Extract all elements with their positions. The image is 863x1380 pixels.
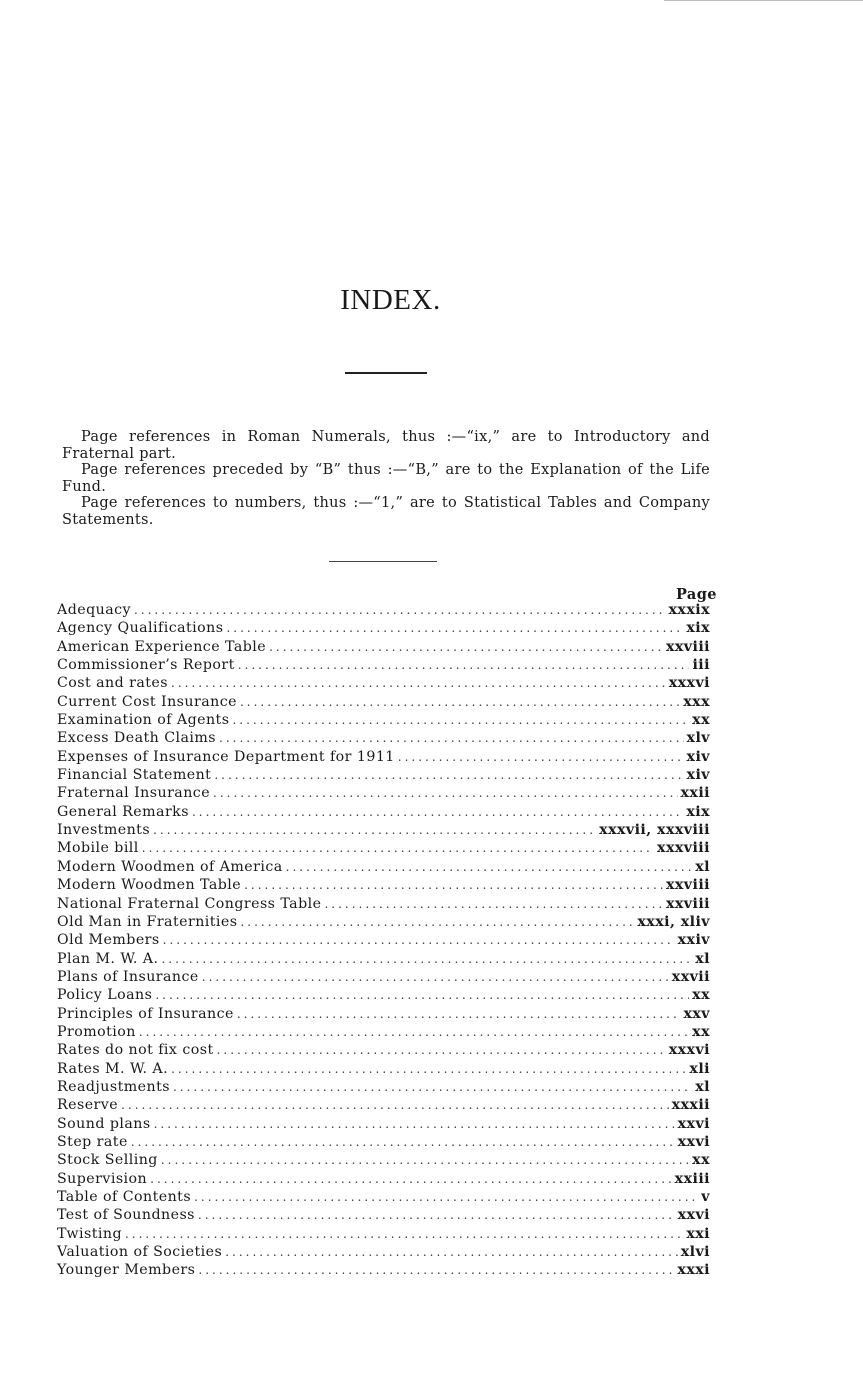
index-entry <box>57 785 712 803</box>
index-entry-term: Current Cost Insurance <box>57 693 237 710</box>
dot-leader <box>153 823 596 837</box>
index-entry <box>57 675 712 693</box>
index-entry-term: Expenses of Insurance Department for 1911 <box>57 748 395 765</box>
index-entry-page: xix <box>686 620 710 637</box>
dot-leader <box>121 1098 668 1112</box>
index-entry-term: Reserve <box>57 1097 119 1114</box>
index-entry-term: Plan M. W. A. <box>57 950 159 967</box>
index-entry <box>57 1006 712 1024</box>
index-entry-page: xlv <box>686 730 710 747</box>
dot-leader <box>173 1080 692 1094</box>
dot-leader <box>244 878 663 892</box>
dot-leader <box>198 1263 674 1277</box>
index-entry-term: Mobile bill <box>57 840 139 857</box>
dot-leader <box>219 731 684 745</box>
index-entry <box>57 951 712 969</box>
index-entry <box>57 620 712 638</box>
index-entry <box>57 840 712 858</box>
page-column-heading: Page <box>676 586 717 603</box>
index-entry-page: xiv <box>686 748 710 765</box>
index-entry-term: Cost and rates <box>57 675 168 692</box>
index-entry <box>57 987 712 1005</box>
dot-leader <box>134 603 666 617</box>
index-entry-term: Modern Woodmen Table <box>57 877 242 894</box>
index-entry-page: xxxii <box>671 1097 710 1114</box>
dot-leader <box>214 768 683 782</box>
index-entry-page: xx <box>692 712 710 729</box>
index-entry-term: Old Man in Fraternities <box>57 913 238 930</box>
dot-leader <box>161 952 692 966</box>
index-entry-page: xx <box>692 987 710 1004</box>
index-entry-term: Table of Contents <box>57 1189 192 1205</box>
dot-leader <box>238 658 690 672</box>
dot-leader <box>202 970 669 984</box>
dot-leader <box>217 1043 666 1057</box>
index-entries <box>57 602 712 1281</box>
index-entry <box>57 822 712 840</box>
index-entry-page: xx <box>692 1023 710 1040</box>
index-entry-page: xxxviii <box>657 840 710 857</box>
dot-leader <box>226 621 683 635</box>
index-entry-term: Younger Members <box>57 1262 196 1279</box>
dot-leader <box>171 1062 686 1076</box>
index-entry <box>57 1024 712 1042</box>
intro-note-numbers: Page references to numbers, thus :—“1,” are to Statistical Tables and Company Statements. <box>62 495 710 528</box>
index-entry <box>57 1042 712 1060</box>
index-entry-term: Valuation of Societies <box>57 1244 223 1261</box>
index-entry-page: xxxvii, xxxviii <box>599 822 710 839</box>
intro-note-b: Page references preceded by “B” thus :—“B,” are to the Explanation of the Life Fund. <box>62 462 710 495</box>
index-entry-page: xl <box>695 858 710 875</box>
index-entry <box>57 859 712 877</box>
index-entry-term: Plans of Insurance <box>57 968 199 985</box>
index-entry-page: xxiii <box>674 1170 710 1187</box>
index-entry <box>57 602 712 620</box>
index-entry <box>57 694 712 712</box>
section-divider <box>329 561 437 562</box>
index-entry <box>57 730 712 748</box>
index-entry-page: xxxi <box>677 1262 710 1279</box>
index-entry-term: Step rate <box>57 1133 128 1150</box>
index-entry-page: xxvi <box>677 1115 710 1132</box>
index-entry-page: xix <box>686 803 710 820</box>
index-entry-term: Supervision <box>57 1170 148 1187</box>
index-entry-page: xxviii <box>665 895 710 912</box>
index-entry-page: v <box>701 1189 710 1205</box>
dot-leader <box>171 676 666 690</box>
index-entry-term: Investments <box>57 822 151 839</box>
index-entry <box>57 896 712 914</box>
index-entry-page: xxvii <box>671 968 710 985</box>
title-divider <box>345 372 427 374</box>
index-entry-term: Test of Soundness <box>57 1207 195 1224</box>
index-entry-page: xxi <box>686 1225 710 1242</box>
index-entry-term: Stock Selling <box>57 1152 158 1169</box>
index-entry-page: xxxvi <box>668 675 710 692</box>
index-entry-page: xl <box>695 1078 710 1095</box>
index-entry <box>57 1152 712 1170</box>
dot-leader <box>139 1025 689 1039</box>
index-entry <box>57 749 712 767</box>
dot-leader <box>232 713 689 727</box>
index-entry <box>57 1171 712 1189</box>
index-entry-term: Commissioner’s Report <box>57 657 235 674</box>
dot-leader <box>154 1117 675 1131</box>
index-entry-page: xli <box>689 1060 710 1077</box>
index-entry <box>57 1244 712 1262</box>
dot-leader <box>324 897 663 911</box>
dot-leader <box>163 933 675 947</box>
index-entry <box>57 1116 712 1134</box>
index-entry-term: Twisting <box>57 1225 122 1242</box>
index-entry-page: xxvi <box>677 1207 710 1224</box>
dot-leader <box>192 805 683 819</box>
index-entry <box>57 914 712 932</box>
index-entry-page: xx <box>692 1152 710 1169</box>
index-entry-page: xiv <box>686 767 710 784</box>
dot-leader <box>240 695 680 709</box>
index-entry <box>57 1207 712 1225</box>
index-entry-page: xxv <box>683 1005 710 1022</box>
index-entry <box>57 969 712 987</box>
index-entry-page: xxxi, xliv <box>637 913 710 930</box>
index-entry-page: xxii <box>680 785 710 802</box>
index-entry-page: xl <box>695 950 710 967</box>
dot-leader <box>161 1153 689 1167</box>
index-entry-page: xlvi <box>680 1244 710 1261</box>
top-edge-rule <box>664 0 863 1</box>
index-entry <box>57 1097 712 1115</box>
index-entry-page: xxxix <box>668 602 710 618</box>
index-entry-page: xxviii <box>665 638 710 655</box>
dot-leader <box>198 1208 675 1222</box>
index-entry-term: Rates M. W. A. <box>57 1060 169 1077</box>
intro-notes <box>62 429 710 528</box>
index-entry-term: Sound plans <box>57 1115 151 1132</box>
intro-note-roman: Page references in Roman Numerals, thus :—“ix,” are to Introductory and Fraternal part. <box>62 429 710 462</box>
index-entry-term: Excess Death Claims <box>57 730 217 747</box>
index-entry-term: Agency Qualifications <box>57 620 224 637</box>
dot-leader <box>240 915 634 929</box>
index-entry-term: General Remarks <box>57 803 189 820</box>
index-entry <box>57 877 712 895</box>
dot-leader <box>225 1245 677 1259</box>
dot-leader <box>269 640 663 654</box>
dot-leader <box>125 1227 683 1241</box>
index-entry <box>57 1226 712 1244</box>
index-entry-term: Readjustments <box>57 1078 170 1095</box>
index-entry <box>57 1061 712 1079</box>
index-entry-term: Fraternal Insurance <box>57 785 211 802</box>
index-entry-term: Examination of Agents <box>57 712 230 729</box>
dot-leader <box>398 750 684 764</box>
index-entry-page: iii <box>692 657 710 674</box>
dot-leader <box>237 1007 681 1021</box>
index-entry-term: Policy Loans <box>57 987 153 1004</box>
index-entry-page: xxx <box>683 693 710 710</box>
index-entry-page: xxiv <box>677 932 710 949</box>
index-entry-term: National Fraternal Congress Table <box>57 895 322 912</box>
index-entry-page: xxxvi <box>668 1042 710 1059</box>
index-entry-page: xxvi <box>677 1133 710 1150</box>
index-entry-term: Financial Statement <box>57 767 212 784</box>
dot-leader <box>150 1172 672 1186</box>
dot-leader <box>131 1135 675 1149</box>
index-entry <box>57 1262 712 1280</box>
index-entry <box>57 657 712 675</box>
dot-leader <box>286 860 693 874</box>
index-entry <box>57 712 712 730</box>
dot-leader <box>142 841 654 855</box>
index-entry <box>57 767 712 785</box>
index-entry-term: Promotion <box>57 1023 136 1040</box>
dot-leader <box>194 1190 698 1204</box>
index-entry-term: Modern Woodmen of America <box>57 858 283 875</box>
index-entry-term: Rates do not fix cost <box>57 1042 214 1059</box>
page-title: INDEX. <box>340 284 441 316</box>
dot-leader <box>155 988 689 1002</box>
index-entry <box>57 1134 712 1152</box>
index-entry <box>57 932 712 950</box>
index-entry-term: American Experience Table <box>57 638 267 655</box>
index-entry <box>57 639 712 657</box>
index-entry-page: xxviii <box>665 877 710 894</box>
index-entry-term: Adequacy <box>57 602 131 618</box>
index-entry <box>57 1189 712 1207</box>
index-entry-term: Old Members <box>57 932 160 949</box>
index-entry <box>57 1079 712 1097</box>
dot-leader <box>213 786 677 800</box>
index-entry <box>57 804 712 822</box>
index-entry-term: Principles of Insurance <box>57 1005 234 1022</box>
